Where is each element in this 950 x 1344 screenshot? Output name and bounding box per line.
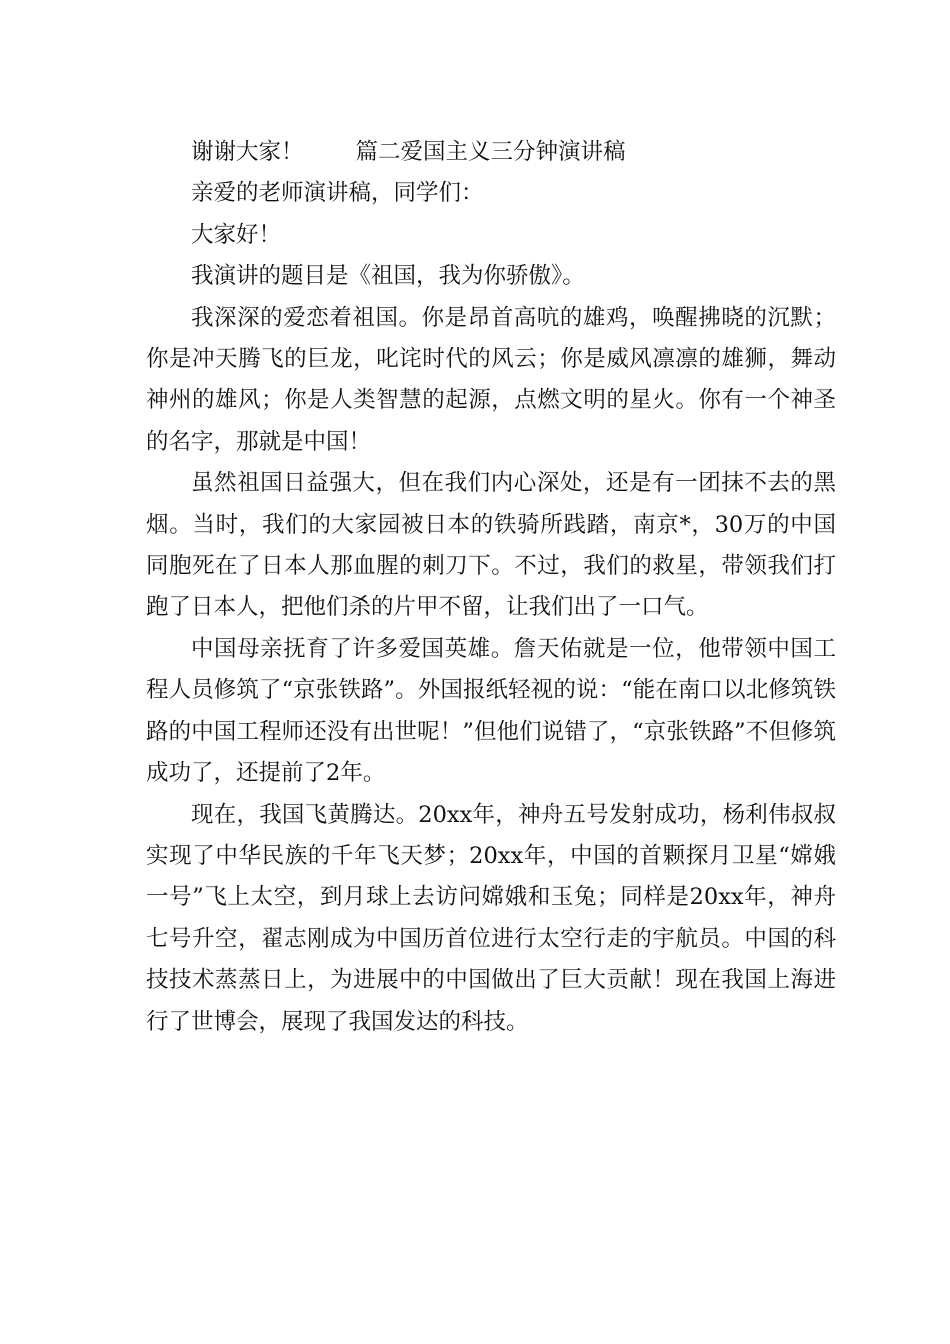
- section-title: 篇二爱国主义三分钟演讲稿: [355, 139, 626, 165]
- paragraph-love-motherland: 我深深的爱恋着祖国。你是昂首高吭的雄鸡，唤醒拂晓的沉默；你是冲天腾飞的巨龙，叱诧时代的风云；你是威风凛凛的雄狮，舞动神州的雄风；你是人类智慧的起源，点燃文明的星火。你有一个神圣的名字，那就是中国！: [146, 304, 836, 455]
- paragraph-heroes: 中国母亲抚育了许多爱国英雄。詹天佑就是一位，他带领中国工程人员修筑了“京张铁路”。外国报纸轻视的说：“能在南口以北修筑铁路的中国工程师还没有出世呢！”但他们说错了，“京张铁路”不但修筑成功了，还提前了2年。: [146, 635, 836, 787]
- paragraph-salutation: 亲爱的老师演讲稿，同学们：: [191, 180, 484, 207]
- title-line: [146, 132, 836, 173]
- closing-text: 谢谢大家！: [191, 139, 304, 165]
- paragraph-topic: 我演讲的题目是《祖国，我为你骄傲》。: [191, 263, 585, 290]
- paragraph-space-technology: 现在，我国飞黄腾达。20xx年，神舟五号发射成功，杨利伟叔叔实现了中华民族的千年飞天梦；20xx年，中国的首颗探月卫星“嫦娥一号”飞上太空，到月球上去访问嫦娥和玉兔；同样是20xx年，神舟七号升空，翟志刚成为中国历首位进行太空行走的宇航员。中国的科技技术蒸蒸日上，为进展中的中国做出了巨大贡献！现在我国上海进行了世博会，展现了我国发达的科技。: [146, 801, 836, 1035]
- paragraph-history: 虽然祖国日益强大，但在我们内心深处，还是有一团抹不去的黑烟。当时，我们的大家园被日本的铁骑所践踏，南京*，30万的中国同胞死在了日本人那血腥的刺刀下。不过，我们的救星，带领我们打跑了日本人，把他们杀的片甲不留，让我们出了一口气。: [146, 470, 836, 621]
- paragraph-greeting: 大家好！: [191, 221, 282, 248]
- document-body: [146, 132, 836, 1043]
